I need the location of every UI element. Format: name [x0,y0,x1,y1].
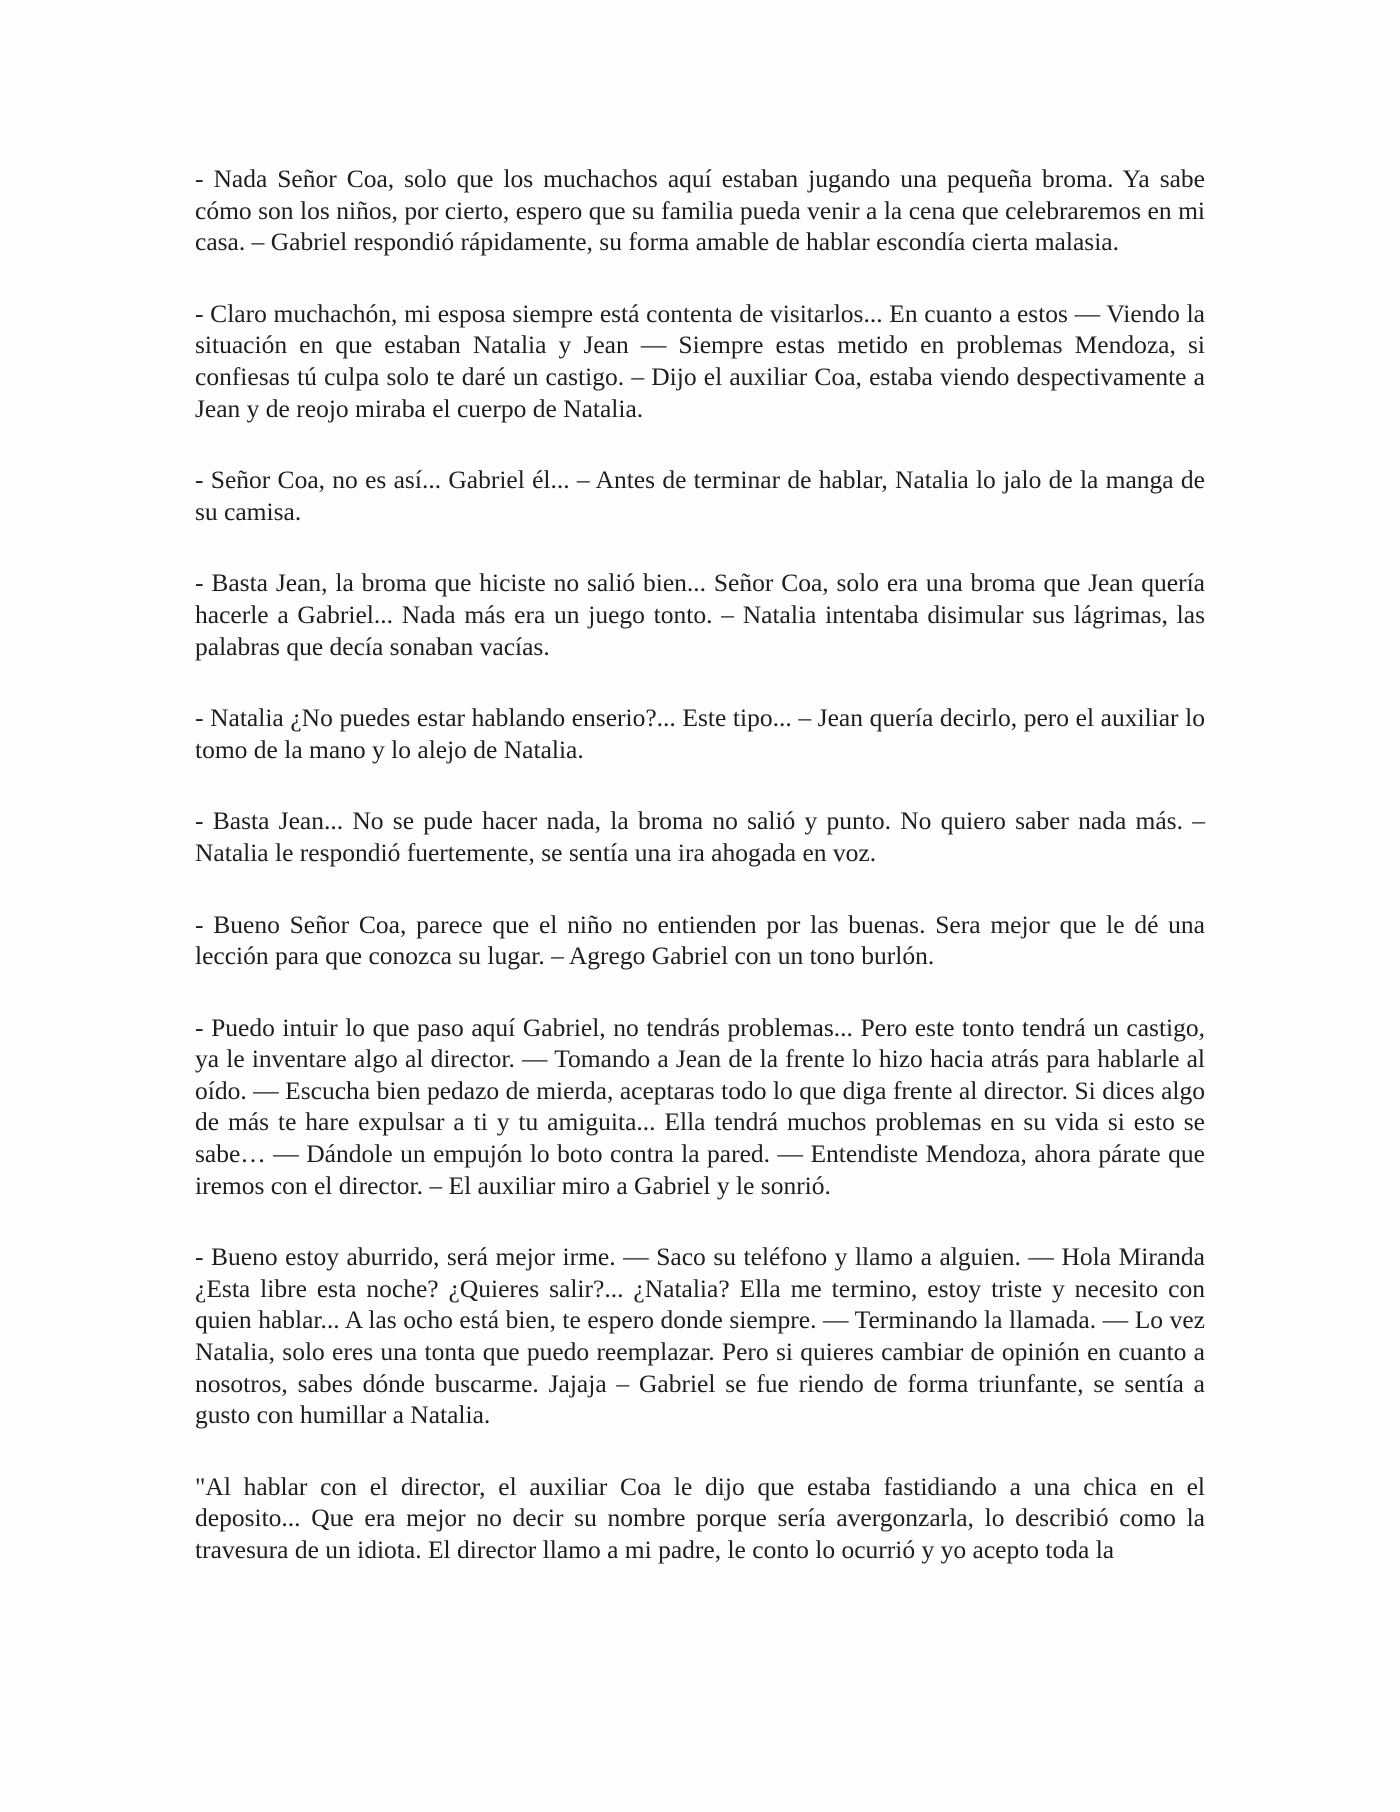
paragraph: - Nada Señor Coa, solo que los muchachos aquí estaban jugando una pequeña broma. Ya sabe cómo son los niños, por cierto, espero que su familia pueda venir a la cena que celebraremos en mi casa. – Gabriel respondió rápidamente, su forma amable de hablar escondía cierta malasia. [195,164,1205,257]
paragraph: - Bueno Señor Coa, parece que el niño no entienden por las buenas. Sera mejor que le dé una lección para que conozca su lugar. – Agrego Gabriel con un tono burlón. [195,909,1205,971]
paragraph: - Basta Jean, la broma que hiciste no salió bien... Señor Coa, solo era una broma que Jean quería hacerle a Gabriel... Nada más era un juego tonto. – Natalia intentaba disimular sus lágrimas, las palabras que decía sonaban vacías. [195,568,1205,661]
paragraph: - Puedo intuir lo que paso aquí Gabriel, no tendrás problemas... Pero este tonto tendrá un castigo, ya le inventare algo al director. — Tomando a Jean de la frente lo hizo hacia atrás para hablarle al oído. — Escucha bien pedazo de mierda, aceptaras todo lo que diga frente al director. Si dices algo de más te hare expulsar a ti y tu amiguita... Ella tendrá muchos problemas en su vida si esto se sabe… — Dándole un empujón lo boto contra la pared. — Entendiste Mendoza, ahora párate que iremos con el director. – El auxiliar miro a Gabriel y le sonrió. [195,1012,1205,1200]
paragraph: - Señor Coa, no es así... Gabriel él... – Antes de terminar de hablar, Natalia lo jalo de la manga de su camisa. [195,465,1205,526]
paragraph: - Claro muchachón, mi esposa siempre está contenta de visitarlos... En cuanto a estos — Viendo la situación en que estaban Natalia y Jean — Siempre estas metido en problemas Mendoza, si confiesas tú culpa solo te daré un castigo. – Dijo el auxiliar Coa, estaba viendo despectivamente a Jean y de reojo miraba el cuerpo de Natalia. [195,298,1205,423]
paragraph: - Basta Jean... No se pude hacer nada, la broma no salió y punto. No quiero saber nada más. – Natalia le respondió fuertemente, se sentía una ira ahogada en voz. [195,806,1205,867]
paragraph: "Al hablar con el director, el auxiliar Coa le dijo que estaba fastidiando a una chica en el deposito... Que era mejor no decir su nombre porque sería avergonzarla, lo describió como la travesura de un idiota. El director llamo a mi padre, le conto lo ocurrió y yo acepto toda la [195,1471,1205,1564]
paragraph: - Natalia ¿No puedes estar hablando enserio?... Este tipo... – Jean quería decirlo, pero el auxiliar lo tomo de la mano y lo alejo de Natalia. [195,703,1205,764]
paragraph: - Bueno estoy aburrido, será mejor irme. — Saco su teléfono y llamo a alguien. — Hola Miranda ¿Esta libre esta noche? ¿Quieres salir?... ¿Natalia? Ella me termino, estoy triste y necesito con quien hablar... A las ocho está bien, te espero donde siempre. — Terminando la llamada. — Lo vez Natalia, solo eres una tonta que puedo reemplazar. Pero si quieres cambiar de opinión en cuanto a nosotros, sabes dónde buscarme. Jajaja – Gabriel se fue riendo de forma triunfante, se sentía a gusto con humillar a Natalia. [195,1242,1205,1430]
document-body [195,163,1205,1606]
